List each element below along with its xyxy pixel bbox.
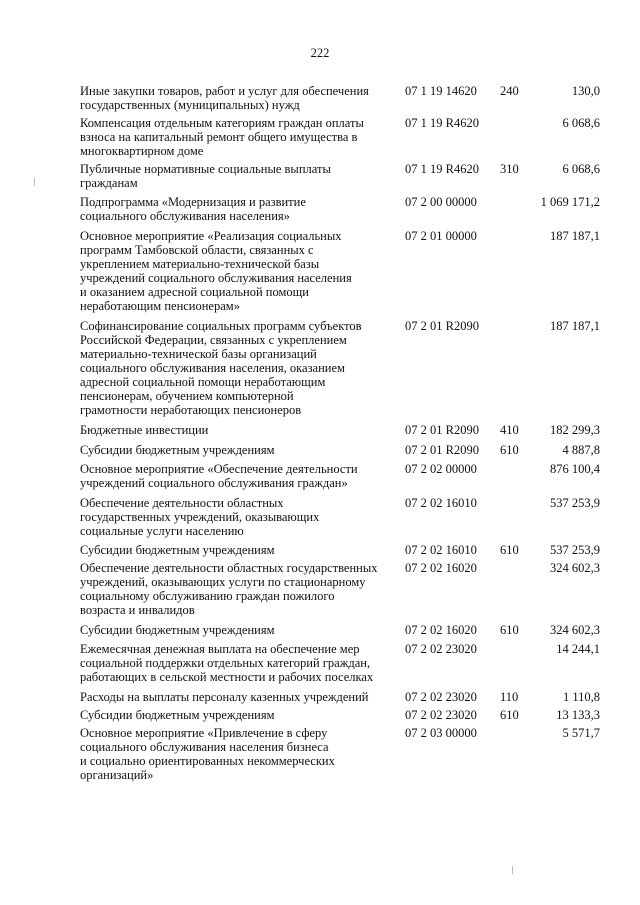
table-row xyxy=(80,623,600,637)
row-code: 07 1 19 R4620 xyxy=(405,162,479,176)
table-row xyxy=(80,642,600,684)
row-name: Иные закупки товаров, работ и услуг для обеспечения государственных (муниципальных) нужд xyxy=(80,84,369,112)
row-code: 07 2 03 00000 xyxy=(405,726,477,740)
row-name: Основное мероприятие «Привлечение в сферу социального обслуживания населения бизнеса и социально ориентированных некоммерческих организаций» xyxy=(80,726,335,782)
budget-table xyxy=(80,84,600,782)
row-name: Подпрограмма «Модернизация и развитие социального обслуживания населения» xyxy=(80,195,306,223)
row-sum: 13 133,3 xyxy=(556,708,600,722)
table-row xyxy=(80,561,600,617)
row-code: 07 2 01 R2090 xyxy=(405,443,479,457)
row-name: Основное мероприятие «Обеспечение деятельности учреждений социального обслуживания граждан» xyxy=(80,462,358,490)
row-name: Компенсация отдельным категориям граждан оплаты взноса на капитальный ремонт общего имущества в многоквартирном доме xyxy=(80,116,364,158)
row-name: Субсидии бюджетным учреждениям xyxy=(80,708,275,722)
row-sum: 187 187,1 xyxy=(550,319,600,333)
row-expense-type: 610 xyxy=(500,623,519,637)
row-sum: 537 253,9 xyxy=(550,543,600,557)
row-sum: 14 244,1 xyxy=(556,642,600,656)
row-expense-type: 410 xyxy=(500,423,519,437)
row-code: 07 2 02 23020 xyxy=(405,708,477,722)
row-code: 07 2 02 23020 xyxy=(405,690,477,704)
row-name: Расходы на выплаты персоналу казенных учреждений xyxy=(80,690,369,704)
row-sum: 6 068,6 xyxy=(562,116,600,130)
row-sum: 6 068,6 xyxy=(562,162,600,176)
row-code: 07 2 02 16020 xyxy=(405,561,477,575)
row-code: 07 1 19 R4620 xyxy=(405,116,479,130)
row-expense-type: 310 xyxy=(500,162,519,176)
table-row xyxy=(80,423,600,437)
table-row xyxy=(80,690,600,704)
row-code: 07 1 19 14620 xyxy=(405,84,477,98)
row-name: Бюджетные инвестиции xyxy=(80,423,209,437)
row-expense-type: 610 xyxy=(500,543,519,557)
table-row xyxy=(80,84,600,112)
page-number: 222 xyxy=(310,46,330,60)
table-row xyxy=(80,462,600,490)
row-expense-type: 110 xyxy=(500,690,519,704)
row-sum: 1 069 171,2 xyxy=(540,195,600,209)
scan-mark xyxy=(512,866,513,874)
table-row xyxy=(80,443,600,457)
row-sum: 5 571,7 xyxy=(562,726,600,740)
table-row xyxy=(80,116,600,158)
row-sum: 130,0 xyxy=(571,84,600,98)
row-code: 07 2 02 16010 xyxy=(405,543,477,557)
row-expense-type: 610 xyxy=(500,708,519,722)
row-sum: 4 887,8 xyxy=(562,443,600,457)
row-name: Субсидии бюджетным учреждениям xyxy=(80,543,275,557)
row-expense-type: 610 xyxy=(500,443,519,457)
row-name: Ежемесячная денежная выплата на обеспечение мер социальной поддержки отдельных категорий граждан, работающих в сельской местности и рабочих поселках xyxy=(80,642,374,684)
table-row xyxy=(80,319,600,417)
table-row xyxy=(80,726,600,782)
row-code: 07 2 02 23020 xyxy=(405,642,477,656)
scan-mark xyxy=(34,178,35,186)
row-code: 07 2 01 R2090 xyxy=(405,423,479,437)
row-sum: 187 187,1 xyxy=(550,229,600,243)
row-sum: 1 110,8 xyxy=(562,690,600,704)
row-code: 07 2 02 00000 xyxy=(405,462,477,476)
row-expense-type: 240 xyxy=(500,84,519,98)
table-row xyxy=(80,708,600,722)
row-name: Обеспечение деятельности областных государственных учреждений, оказывающих услуги по стационарному социальному обслуживанию граждан пожилого возраста и инвалидов xyxy=(80,561,378,617)
row-name: Основное мероприятие «Реализация социальных программ Тамбовской области, связанных с укреплением материально-технической базы учреждений социального обслуживания населения и оказанием адресной социальной помощи неработающим пенсионерам» xyxy=(80,229,352,313)
row-code: 07 2 00 00000 xyxy=(405,195,477,209)
row-name: Обеспечение деятельности областных государственных учреждений, оказывающих социальные услуги населению xyxy=(80,496,320,538)
row-name: Софинансирование социальных программ субъектов Российской Федерации, связанных с укреплением материально-технической базы организаций социального обслуживания населения, оказанием адресной социальной помощи неработающим пенсионерам, обучением компьютерной грамотности неработающих пенсионеров xyxy=(80,319,362,417)
row-code: 07 2 01 00000 xyxy=(405,229,477,243)
row-sum: 324 602,3 xyxy=(550,561,600,575)
table-row xyxy=(80,195,600,223)
row-code: 07 2 02 16020 xyxy=(405,623,477,637)
table-row xyxy=(80,543,600,557)
row-sum: 324 602,3 xyxy=(550,623,600,637)
row-name: Субсидии бюджетным учреждениям xyxy=(80,443,275,457)
row-name: Субсидии бюджетным учреждениям xyxy=(80,623,275,637)
row-sum: 876 100,4 xyxy=(550,462,600,476)
row-code: 07 2 02 16010 xyxy=(405,496,477,510)
row-code: 07 2 01 R2090 xyxy=(405,319,479,333)
table-row xyxy=(80,229,600,313)
table-row xyxy=(80,162,600,190)
row-name: Публичные нормативные социальные выплаты гражданам xyxy=(80,162,331,190)
row-sum: 182 299,3 xyxy=(550,423,600,437)
row-sum: 537 253,9 xyxy=(550,496,600,510)
table-row xyxy=(80,496,600,538)
